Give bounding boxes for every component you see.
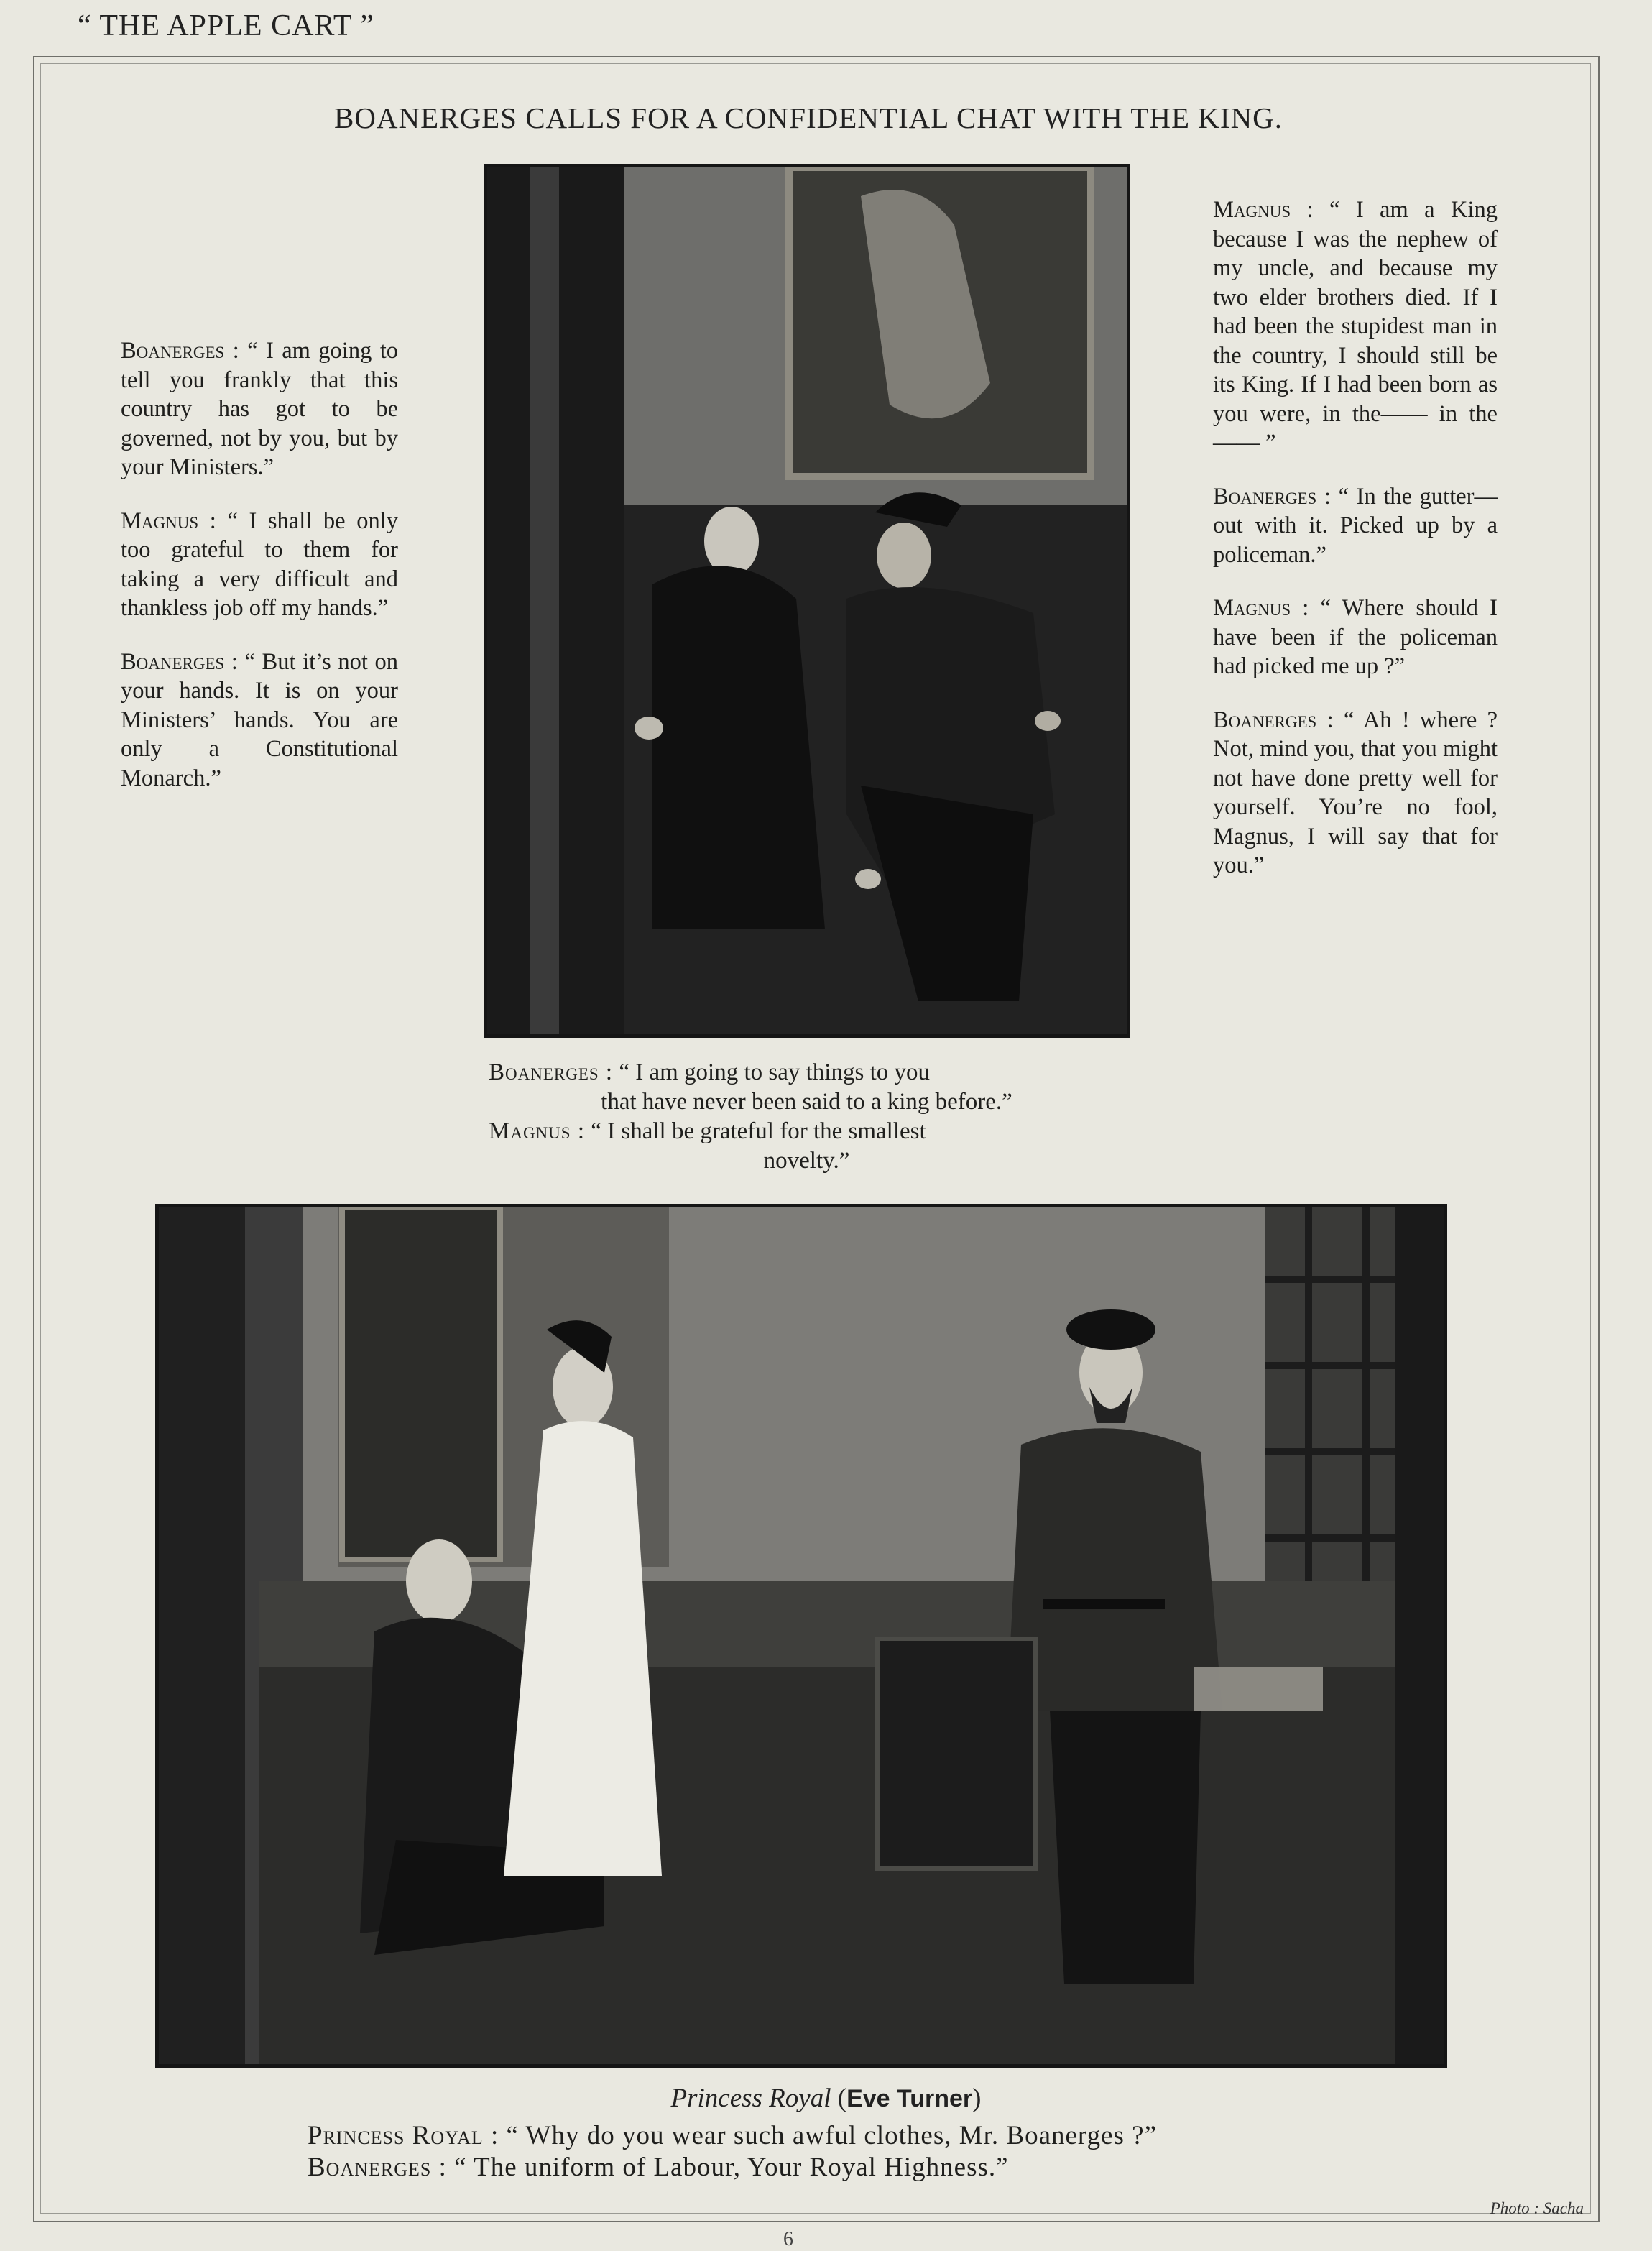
credit-close-paren: ) (972, 2084, 982, 2113)
speaker-name: Princess Royal : (308, 2121, 499, 2150)
caption-text: “ I am going to say things to you (619, 1059, 930, 1085)
cast-credit (0, 2083, 1652, 2114)
role-name: Princess Royal (670, 2084, 831, 2113)
speaker-name: Magnus : (1213, 197, 1314, 223)
caption-text: “ I shall be grateful for the smallest (591, 1118, 926, 1144)
caption-text: “ Why do you wear such awful clothes, Mr. Boanerges ?” (506, 2121, 1157, 2150)
caption-line (489, 1058, 1125, 1087)
dialogue-paragraph (1213, 195, 1498, 458)
dialogue-text: “ In the gutter—out with it. Picked up by a policeman.” (1213, 483, 1498, 568)
speaker-name: Boanerges : (1213, 706, 1334, 733)
speaker-name: Magnus : (489, 1118, 585, 1144)
actor-name: Eve Turner (846, 2085, 973, 2112)
speaker-name: Boanerges : (121, 648, 238, 675)
dialogue-paragraph (121, 507, 398, 623)
photo-top-image (487, 167, 1127, 1034)
dialogue-paragraph (121, 336, 398, 482)
caption-line: novelty.” (763, 1148, 850, 1174)
caption-line (308, 2120, 1357, 2152)
caption-line: that have never been said to a king before.” (601, 1089, 1012, 1115)
dialogue-paragraph (1213, 482, 1498, 570)
photo-bottom (155, 1204, 1447, 2068)
photo-top (484, 164, 1130, 1038)
page-headline: BOANERGES CALLS FOR A CONFIDENTIAL CHAT WITH THE KING. (333, 101, 1283, 134)
speaker-name: Boanerges : (1213, 483, 1331, 510)
dialogue-text: “ I shall be only too grateful to them for taking a very difficult and thankless job off my hands.” (121, 507, 398, 621)
credit-open-paren: ( (837, 2084, 847, 2113)
speaker-name: Boanerges : (121, 338, 239, 364)
photo-bottom-image (159, 1207, 1444, 2064)
dialogue-paragraph (1213, 594, 1498, 681)
dialogue-paragraph (1213, 706, 1498, 880)
caption-line (308, 2152, 1357, 2183)
photo-credit: Photo : Sacha (1490, 2199, 1584, 2217)
dialogue-paragraph (121, 648, 398, 793)
caption-text: “ The uniform of Labour, Your Royal Highness.” (454, 2153, 1009, 2182)
running-head: “ THE APPLE CART ” (78, 9, 374, 42)
left-column-dialogue (121, 336, 398, 817)
dialogue-text: “ I am a King because I was the nephew of my uncle, and because my two elder brothers died. If I had been the stupidest man in the country, I should still be its King. If I had been born as you were, in the—— in the—— ” (1213, 197, 1498, 456)
speaker-name: Boanerges : (308, 2153, 447, 2182)
bottom-photo-caption (308, 2120, 1357, 2183)
speaker-name: Magnus : (1213, 595, 1309, 621)
speaker-name: Boanerges : (489, 1059, 614, 1085)
page-number: 6 (783, 2228, 793, 2250)
top-photo-caption (489, 1058, 1125, 1176)
dialogue-text: “ Where should I have been if the policeman had picked me up ?” (1213, 595, 1498, 679)
right-column-dialogue (1213, 195, 1498, 905)
speaker-name: Magnus : (121, 507, 216, 534)
dialogue-text: “ Ah ! where ? Not, mind you, that you might not have done pretty well for yourself. You’re no fool, Magnus, I will say that for you.” (1213, 706, 1498, 878)
caption-line (489, 1117, 1125, 1146)
dialogue-text: “ I am going to tell you frankly that this country has got to be governed, not by you, but by your Ministers.” (121, 338, 398, 480)
dialogue-text: “ But it’s not on your hands. It is on your Ministers’ hands. You are only a Constitutional Monarch.” (121, 648, 398, 791)
